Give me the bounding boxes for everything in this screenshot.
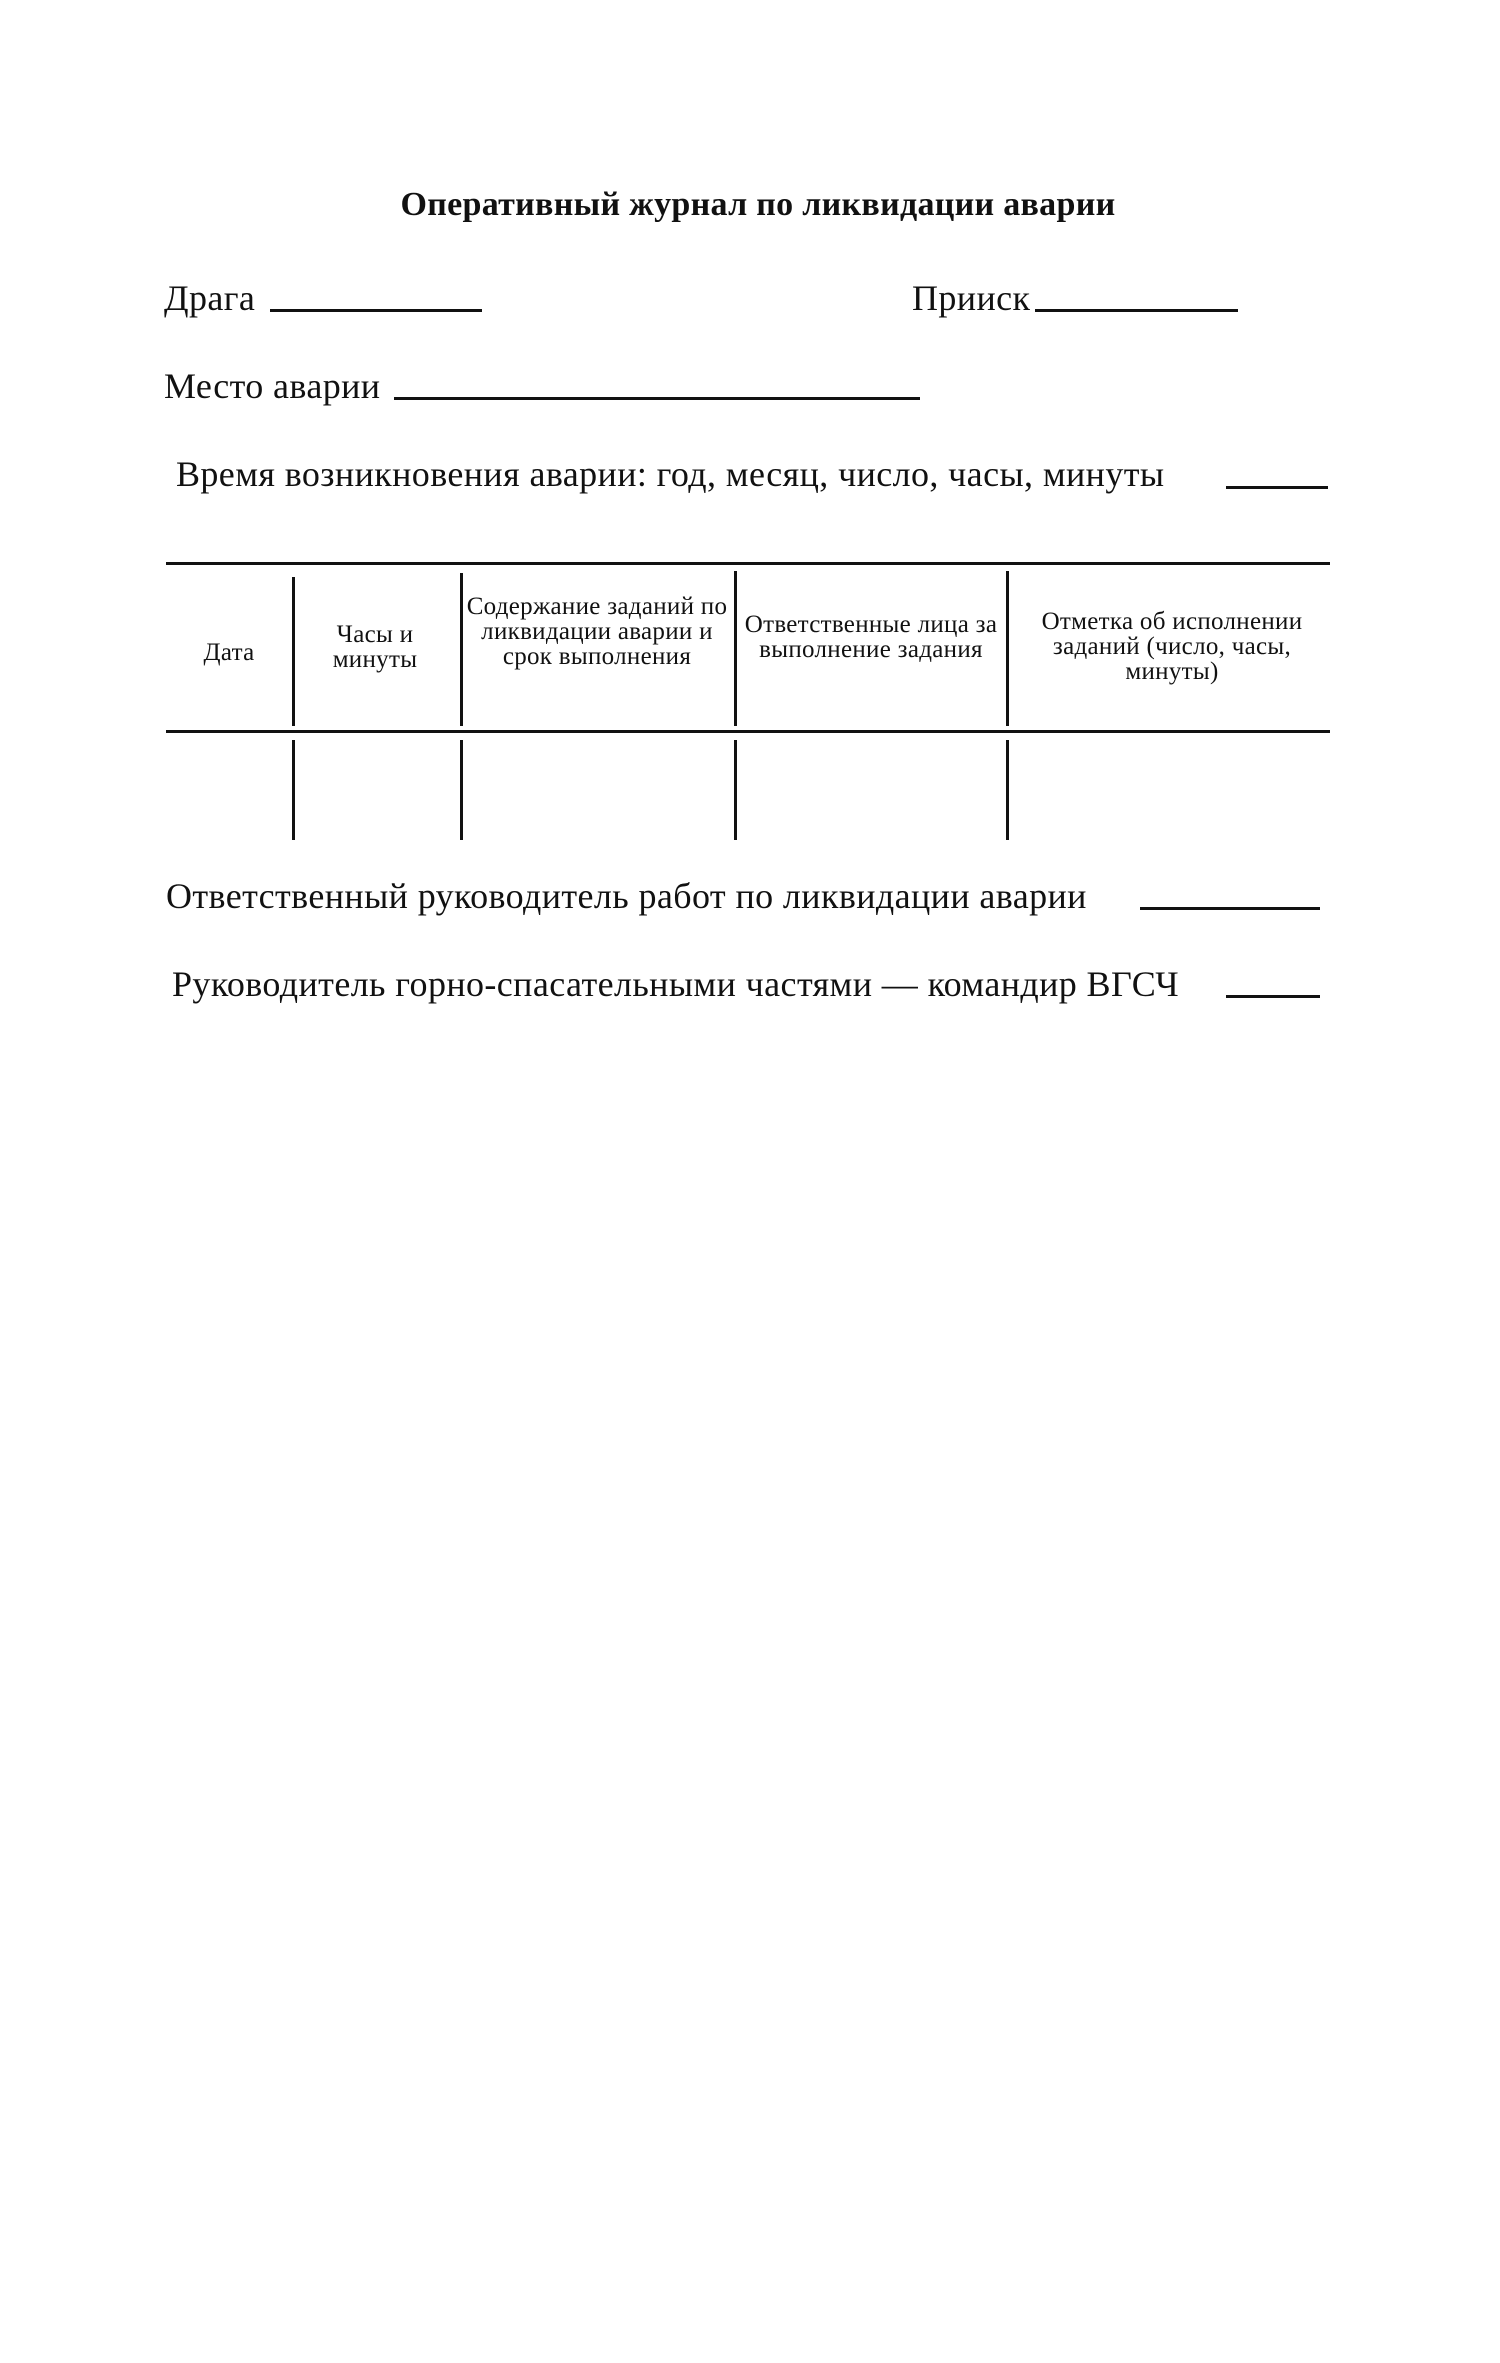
table-top-rule — [166, 562, 1330, 565]
vremya-blank[interactable] — [1226, 486, 1328, 489]
table-divider — [292, 577, 295, 726]
mesto-label: Место аварии — [164, 366, 381, 406]
column-header-content: Содержание заданий по ликвидации аварии и срок выполнения — [466, 593, 728, 670]
table-divider — [1006, 571, 1009, 726]
column-header-responsible: Ответственные лица за выполнение задания — [744, 611, 998, 663]
rescue-commander-blank[interactable] — [1226, 995, 1320, 998]
table-divider — [1006, 740, 1009, 840]
page-title: Оперативный журнал по ликвидации аварии — [400, 186, 1116, 223]
draga-blank[interactable] — [270, 309, 482, 312]
draga-label: Драга — [164, 278, 256, 318]
priisk-blank[interactable] — [1035, 309, 1238, 312]
table-divider — [292, 740, 295, 840]
column-header-time: Часы и минуты — [332, 621, 418, 673]
table-divider — [460, 573, 463, 726]
responsible-label: Ответственный руководитель работ по ликвидации аварии — [166, 876, 1087, 916]
vremya-label: Время возникновения аварии: год, месяц, число, часы, минуты — [176, 454, 1165, 494]
table-header-rule — [166, 730, 1330, 733]
priisk-label: Прииск — [912, 278, 1031, 318]
mesto-blank[interactable] — [394, 397, 920, 400]
rescue-commander-label: Руководитель горно-спасательными частями — командир ВГСЧ — [172, 964, 1180, 1004]
table-divider — [734, 571, 737, 726]
responsible-blank[interactable] — [1140, 907, 1320, 910]
table-divider — [460, 740, 463, 840]
table-divider — [734, 740, 737, 840]
column-header-completion: Отметка об исполнении заданий (число, часы, минуты) — [1041, 608, 1303, 685]
column-header-date: Дата — [203, 639, 255, 666]
